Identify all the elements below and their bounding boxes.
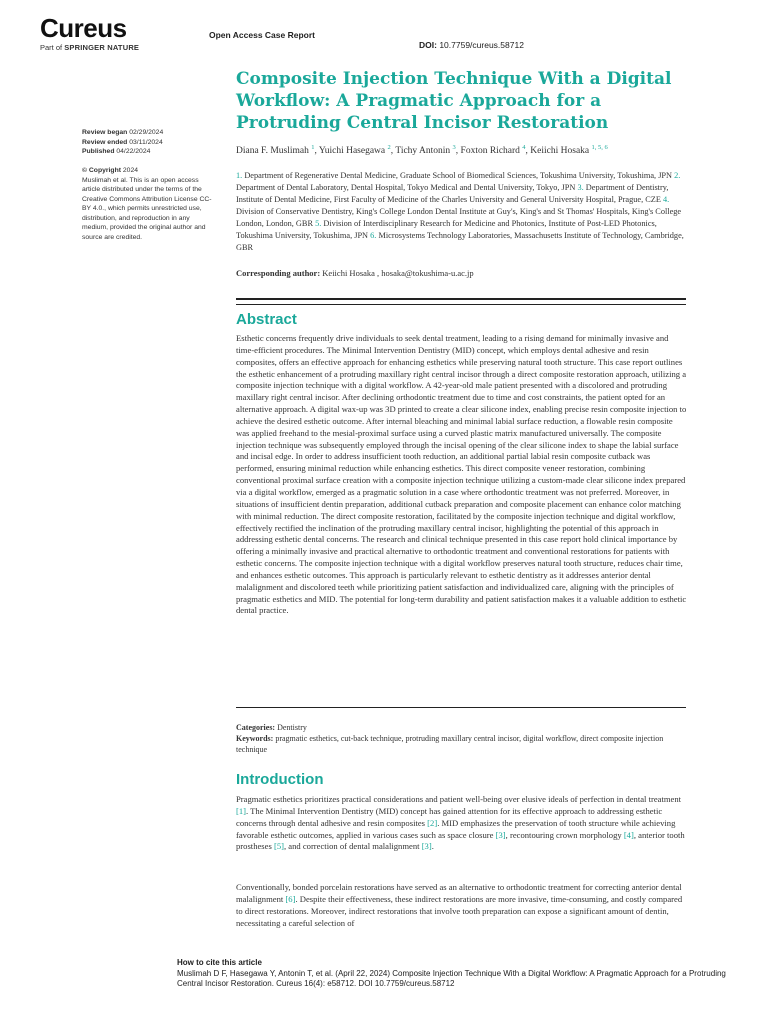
- section-divider: [236, 298, 686, 305]
- author[interactable]: Yuichi Hasegawa $^2$: [318, 144, 391, 157]
- reference-link[interactable]: [6]: [285, 893, 296, 904]
- categories-keywords: [236, 722, 688, 755]
- corresponding-author: Corresponding author: Keiichi Hosaka , hosaka@tokushima-u.ac.jp: [236, 268, 474, 278]
- logo-wordmark: Cureus: [40, 13, 127, 43]
- author[interactable]: Keiichi Hosaka $^{1, 5, 6}$: [530, 144, 608, 157]
- reference-link[interactable]: [2]: [427, 817, 438, 828]
- how-to-cite-text: Muslimah D F, Hasegawa Y, Antonin T, et al. (April 22, 2024) Composite Injection Technique With a Digital Workflow: A Pragmatic Approach for a Protruding Central Incisor Restoration. Cureus 16(4): e58712. DOI 10.7759/cureus.58712: [177, 968, 726, 988]
- copyright-line: © Copyright 2024: [82, 167, 139, 174]
- doi-label: DOI:: [419, 40, 437, 50]
- author-list: Diana F. Muslimah $^1$, Yuichi Hasegawa $^2$, Tichy Antonin $^3$, Foxton Richard $^4$, Keiichi Hosaka $^{1, 5, 6}$: [236, 144, 608, 157]
- article-type-label: Open Access Case Report: [209, 30, 315, 40]
- categories: Categories: Dentistry: [236, 723, 307, 732]
- review-began: Review began 02/29/2024: [82, 129, 164, 136]
- how-to-cite-label: How to cite this article: [177, 958, 262, 967]
- reference-link[interactable]: [4]: [623, 829, 634, 840]
- doi: [419, 40, 524, 50]
- affiliations: 1. Department of Regenerative Dental Medicine, Graduate School of Biomedical Sciences, Tokushima University, Tokushima, JPN 2. Department of Dental Laboratory, Dental Hospital, Tokyo Medical and Dental University, Tokyo, JPN 3. Department of Dentistry, Institute of Dental Medicine, First Faculty of Medicine of the Charles University and General University Hospital, Prague, CZE 4. Division of Conservative Dentistry, King's College London Dental Institute at Guy's, King's and St Thomas' Hospitals, King's College London, London, GBR 5. Division of Interdisciplinary Research for Medicine and Photonics, Institute of Post-LED Photonics, Tokushima University, Tokushima, JPN 6. Microsystems Technology Laboratories, Massachusetts Institute of Technology, Cambridge, GBR: [236, 171, 684, 252]
- reference-link[interactable]: [3]: [495, 829, 506, 840]
- journal-logo[interactable]: [40, 14, 139, 52]
- published-date: Published 04/22/2024: [82, 148, 151, 155]
- keywords: Keywords: pragmatic esthetics, cut-back technique, protruding maxillary central incisor, digital workflow, direct composite injection technique: [236, 734, 664, 754]
- reference-link[interactable]: [3]: [421, 841, 432, 852]
- copyright-block: [82, 166, 212, 242]
- reference-link[interactable]: [5]: [273, 841, 284, 852]
- logo-publisher: [40, 43, 139, 52]
- abstract-heading: Abstract: [236, 311, 297, 328]
- section-divider: [236, 707, 686, 708]
- how-to-cite: [177, 958, 737, 990]
- introduction-heading: Introduction: [236, 771, 324, 788]
- author[interactable]: Foxton Richard $^4$: [460, 144, 526, 157]
- reference-link[interactable]: [1]: [236, 805, 247, 816]
- abstract-text: Esthetic concerns frequently drive individuals to seek dental treatment, leading to a rising demand for minimally invasive and time-efficient procedures. The Minimal Intervention Dentistry (MID) concept, which employs dental adhesive and resin composites, offers an effective approach for enhancing esthetics while preserving natural tooth structure. This case report outlines the esthetic enhancement of a protruding maxillary right central incisor through a direct composite restoration approach, utilizing a composite injection technique with a digital workflow. A 42-year-old male patient presented with a discolored and protruding maxillary right central incisor. After declining orthodontic treatment due to time and cost constraints, the patient opted for an alternative approach. A digital wax-up was 3D printed to create a clear silicone index, enabling precise resin composite injection to achieve the desired esthetic outcome. After internal bleaching and minimal labial surface reduction, a flowable resin composite was applied freehand to the mesial-proximal surface using a curved plastic matrix manufactured universally. The composite injection technique was subsequently employed through the incisal opening of the clear silicone index to shape the labial surface and incisal edge. In order to address insufficient tooth reduction, an additional partial labial resin composite cutback was performed, ensuring minimal reduction while enhancing esthetics. This direct composite veneer restoration, combining conventional proximal surface creation with a composite injection technique utilizing a custom-made clear silicone index prepared via a digital workflow, emerged as a pragmatic solution in a case where orthodontic treatment was not preferred. Moreover, in situations of insufficient dentin preparation, additional cutback preparation and composite placement can enhance color matching with minimal reduction. The direct composite restoration, facilitated by the composite injection technique and digital workflow, effectively rectified the inclination of the protruding maxillary central incisor, highlighting the potential of this approach in addressing esthetic dental concerns. The research and clinical technique presented in this case report hold clinical importance by offering a minimally invasive and practical alternative to orthodontic treatment and conventional restorations for patients with esthetic concerns. The composite injection technique with a digital workflow preserves natural tooth structure, reduces chair time, and enhances esthetic outcomes. This approach is particularly relevant to esthetic dentistry as it addresses anterior dental malalignment and discolored teeth while prioritizing patient satisfaction and individualized care, aligning with the principles of pragmatic esthetics and MID. The potential for long-term durability and patient satisfaction makes it a valuable addition to esthetic dental practice.: [236, 333, 687, 616]
- intro-paragraph-1: Pragmatic esthetics prioritizes practical considerations and patient well-being over elusive ideals of perfection in dental treatment [1]. The Minimal Intervention Dentistry (MID) concept has gained attention for its effective approach to addressing esthetic concerns through dental adhesive and resin composites [2]. MID emphasizes the preservation of tooth structure while achieving favorable esthetic outcomes, applied in various cases such as space closure [3], recontouring crown morphology [4], anterior tooth prostheses [5], and correction of dental malalignment [3].: [236, 794, 685, 852]
- license-text: Muslimah et al. This is an open access article distributed under the terms of the Creative Commons Attribution License CC-BY 4.0., which permits unrestricted use, distribution, and reproduction in any medium, provided the original author and source are credited.: [82, 176, 212, 241]
- doi-value[interactable]: 10.7759/cureus.58712: [439, 40, 524, 50]
- review-ended: Review ended 03/11/2024: [82, 138, 163, 146]
- article-title: Composite Injection Technique With a Digital Workflow: A Pragmatic Approach for a Protruding Central Incisor Restoration: [236, 69, 672, 133]
- intro-paragraph-2: Conventionally, bonded porcelain restorations have served as an alternative to orthodontic treatment for correcting anterior dental malalignment [6]. Despite their effectiveness, these indirect restorations are more invasive, time-consuming, and costly compared to direct restorations. Moreover, indirect restorations that involve tooth preparation can expose a significant amount of dentin, necessitating a careful selection of: [236, 882, 683, 928]
- logo-brand: SPRINGER NATURE: [64, 43, 140, 52]
- corresponding-email[interactable]: Keiichi Hosaka , hosaka@tokushima-u.ac.jp: [322, 268, 474, 278]
- author[interactable]: Tichy Antonin $^3$: [395, 144, 456, 157]
- author[interactable]: Diana F. Muslimah $^1$: [236, 144, 315, 157]
- logo-part-of: Part of: [40, 43, 63, 52]
- review-dates: [82, 128, 212, 157]
